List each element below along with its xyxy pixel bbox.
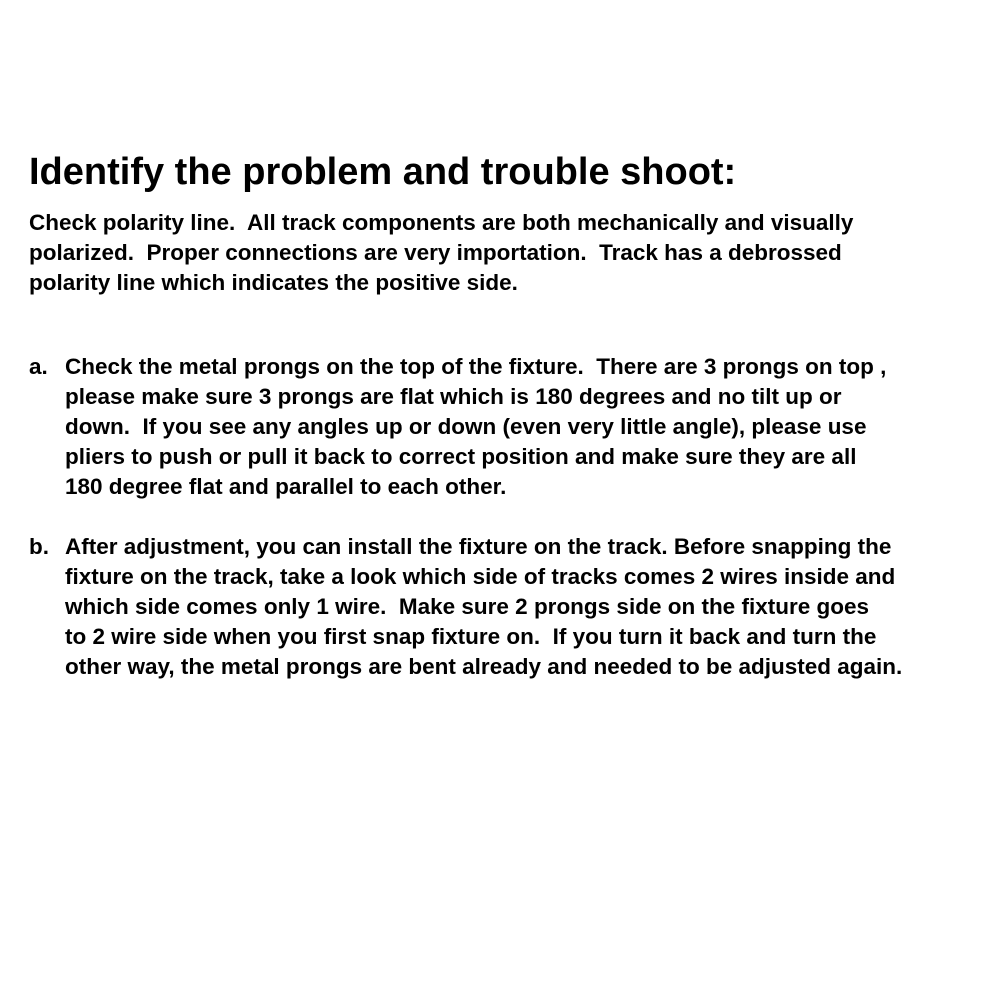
step-b	[29, 532, 999, 682]
step-line: pliers to push or pull it back to correct position and make sure they are all	[65, 444, 857, 469]
paragraph-line: polarized. Proper connections are very importation. Track has a debrossed	[29, 240, 842, 265]
step-marker: b.	[29, 534, 49, 559]
step-line: other way, the metal prongs are bent already and needed to be adjusted again.	[65, 654, 903, 679]
step-line: Check the metal prongs on the top of the fixture. There are 3 prongs on top ,	[65, 354, 887, 379]
step-line: to 2 wire side when you first snap fixture on. If you turn it back and turn the	[65, 624, 877, 649]
polarity-paragraph	[29, 208, 999, 298]
step-marker: a.	[29, 354, 48, 379]
step-line: fixture on the track, take a look which side of tracks comes 2 wires inside and	[65, 564, 896, 589]
paragraph-line: Check polarity line. All track components are both mechanically and visually	[29, 210, 854, 235]
step-line: After adjustment, you can install the fixture on the track. Before snapping the	[65, 534, 892, 559]
step-a	[29, 352, 999, 502]
step-line: 180 degree flat and parallel to each other.	[65, 474, 507, 499]
troubleshooting-document	[29, 150, 999, 682]
step-line: down. If you see any angles up or down (even very little angle), please use	[65, 414, 867, 439]
paragraph-line: polarity line which indicates the positive side.	[29, 270, 518, 295]
step-line: please make sure 3 prongs are flat which is 180 degrees and no tilt up or	[65, 384, 842, 409]
step-line: which side comes only 1 wire. Make sure 2 prongs side on the fixture goes	[65, 594, 869, 619]
page-title: Identify the problem and trouble shoot:	[29, 151, 737, 193]
